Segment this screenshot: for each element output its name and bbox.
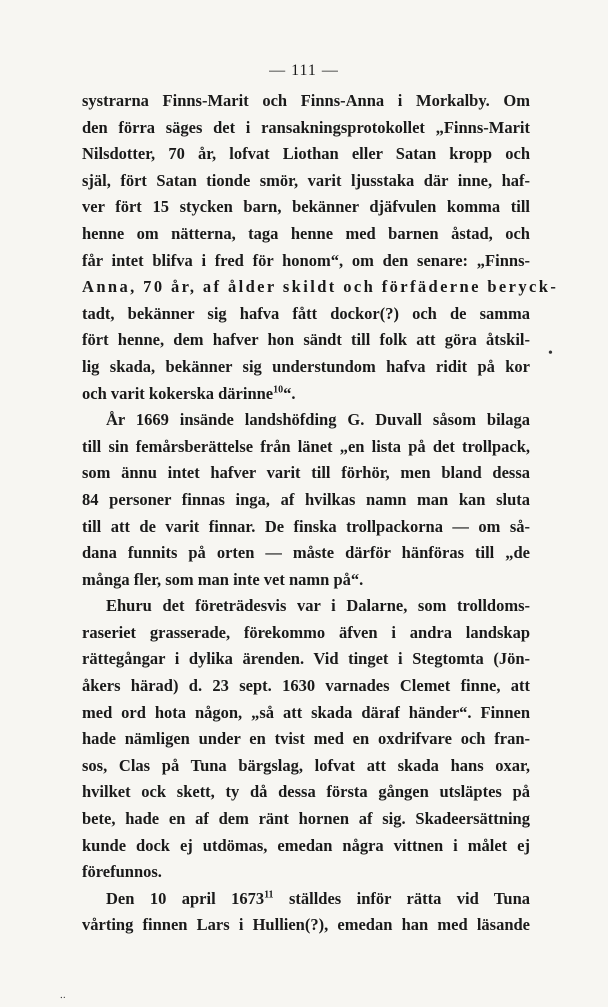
footnote-ref: 10 <box>273 384 284 396</box>
text-line: åkers härad) d. 23 sept. 1630 varnades Clemet finne, att <box>82 676 530 696</box>
line-text: ställdes inför rätta vid Tuna <box>273 888 530 908</box>
text-line: rättegångar i dylika ärenden. Vid tinget i Stegtomta (Jön- <box>82 649 530 669</box>
text-line <box>82 886 530 913</box>
text-line: sos, Clas på Tuna bärgslag, lofvat att skada hans oxar, <box>82 755 530 775</box>
text-line: År 1669 insände landshöfding G. Duvall såsom bilaga <box>106 410 530 430</box>
text-line: vårting finnen Lars i Hullien(?), emedan han med läsande <box>82 915 530 935</box>
line-text: “. <box>283 383 296 403</box>
text-line: som ännu intet hafver varit till förhör, men bland dessa <box>82 463 530 483</box>
text-line: fört henne, dem hafver hon sändt till folk att göra åtskil- <box>82 330 530 350</box>
text-line <box>82 381 530 408</box>
text-line: hade nämligen under en tvist med en oxdrifvare och fran- <box>82 729 530 749</box>
text-line: till sin femårsberättelse från länet „en lista på det trollpack, <box>82 436 530 456</box>
text-line: systrarna Finns-Marit och Finns-Anna i Morkalby. Om <box>82 91 530 110</box>
text-line: henne om nätterna, taga henne med barnen åstad, och <box>82 223 530 243</box>
text-line: tadt, bekänner sig hafva fått dockor(?) och de samma <box>82 303 530 323</box>
text-line: får intet blifva i fred för honom“, om den senare: „Finns- <box>82 250 530 270</box>
page-number: — 111 — <box>269 62 339 79</box>
text-line: själ, fört Satan tionde smör, varit ljusstaka där inne, haf- <box>82 170 530 190</box>
text-line: hvilket ock skett, ty då dessa första gången utsläptes på <box>82 782 530 802</box>
text-line: förefunnos. <box>82 862 162 882</box>
text-line: bete, hade en af dem ränt hornen af sig. Skadeersättning <box>82 809 530 829</box>
text-line: ver fört 15 stycken barn, bekänner djäfvulen komma till <box>82 197 530 217</box>
text-line: Nilsdotter, 70 år, lofvat Liothan eller Satan kropp och <box>82 144 530 164</box>
text-line: kunde dock ej utdömas, emedan några vittnen i målet ej <box>82 835 530 855</box>
text-line: dana funnits på orten — måste därför hänföras till „de <box>82 543 530 563</box>
text-line: med ord hota någon, „så att skada däraf händer“. Finnen <box>82 702 530 722</box>
line-text: och varit kokerska därinne <box>82 383 274 403</box>
text-line: den förra säges det i ransakningsprotokollet „Finns-Marit <box>82 117 530 137</box>
text-line: raseriet grasserade, förekommo äfven i andra landskap <box>82 622 530 642</box>
body-text <box>82 88 559 939</box>
text-line: många fler, som man inte vet namn på“. <box>82 569 364 589</box>
text-line: 84 personer finnas inga, af hvilkas namn man kan sluta <box>82 489 530 509</box>
text-line: till att de varit finnar. De finska trollpackorna — om så- <box>82 516 530 536</box>
text-line: Anna, 70 år, af ålder skildt och förfäderne beryck- <box>82 277 559 297</box>
corner-speck: ⸱· <box>60 993 67 1004</box>
margin-speck: • <box>548 346 553 361</box>
footnote-ref: 11 <box>264 889 274 901</box>
text-line: lig skada, bekänner sig understundom hafva ridit på kor <box>82 356 530 376</box>
line-text: Den 10 april 1673 <box>106 888 265 908</box>
text-line: Ehuru det företrädesvis var i Dalarne, som trolldoms- <box>106 596 530 616</box>
